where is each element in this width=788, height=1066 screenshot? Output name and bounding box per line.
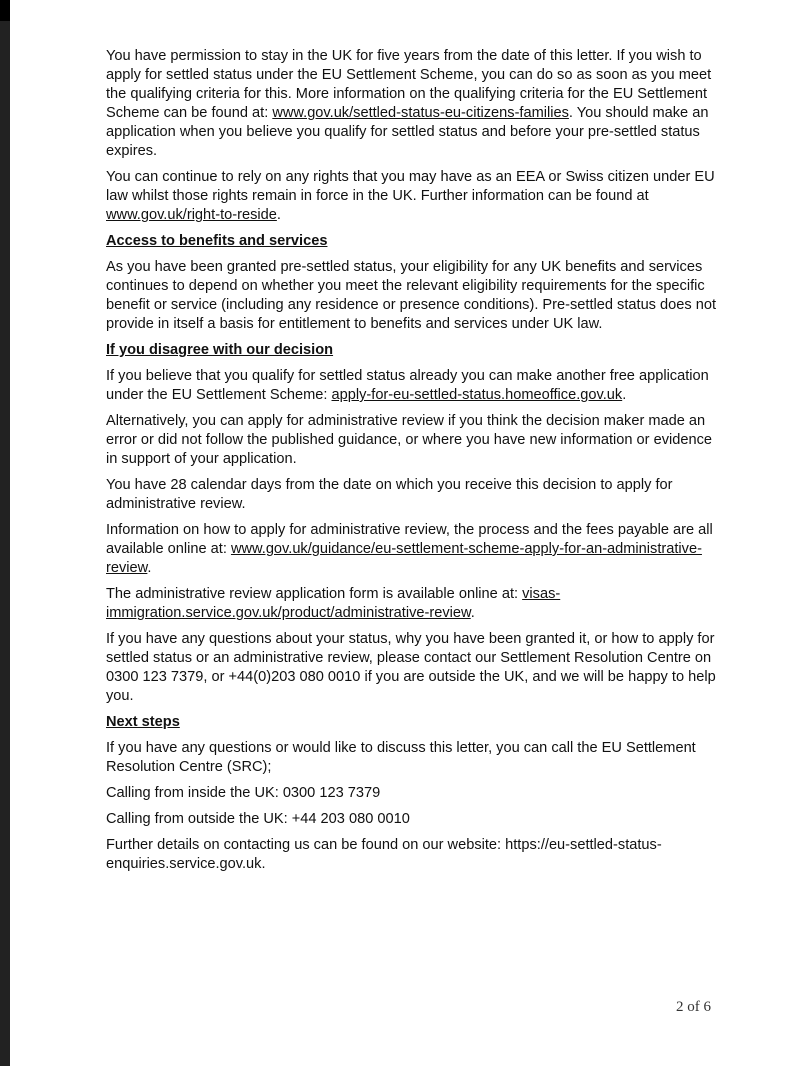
paragraph-administrative-review: Alternatively, you can apply for administrative review if you think the decision maker made an error or did not follow the published guidance, or where you have new information or evidence in support of your application. <box>106 413 712 467</box>
viewer-left-edge <box>0 0 10 1066</box>
paragraph-website: Further details on contacting us can be found on our website: https://eu-settled-status-enquiries.service.gov.uk. <box>106 837 662 872</box>
heading-if-you-disagree: If you disagree with our decision <box>106 342 334 358</box>
paragraph-reapply: If you believe that you qualify for settled status already you can make another free application under the EU Settlement Scheme: apply-for-eu-settled-status.homeoffice.gov.uk. <box>106 368 709 403</box>
page-number: 2 of 6 <box>676 999 711 1015</box>
heading-access-to-benefits: Access to benefits and services <box>106 233 328 249</box>
link-right-to-reside[interactable]: www.gov.uk/right-to-reside <box>106 207 277 223</box>
paragraph-call-outside-uk: Calling from outside the UK: +44 203 080 0010 <box>106 811 410 827</box>
paragraph-discuss-letter: If you have any questions or would like to discuss this letter, you can call the EU Settlement Resolution Centre (SRC); <box>106 740 696 775</box>
paragraph-call-inside-uk: Calling from inside the UK: 0300 123 7379 <box>106 785 381 801</box>
heading-next-steps: Next steps <box>106 714 180 730</box>
link-settled-status-eu-citizens-families[interactable]: www.gov.uk/settled-status-eu-citizens-families <box>272 105 569 121</box>
paragraph-28-days: You have 28 calendar days from the date on which you receive this decision to apply for administrative review. <box>106 477 673 512</box>
paragraph-eu-rights: You can continue to rely on any rights that you may have as an EEA or Swiss citizen under EU law whilst those rights remain in force in the UK. Further information can be found at www.gov.uk/right-to-reside. <box>106 169 715 223</box>
letter-body <box>106 47 718 881</box>
paragraph-review-info: Information on how to apply for administrative review, the process and the fees payable are all available online at: www.gov.uk/guidance/eu-settlement-scheme-apply-for-an-administrative-review. <box>106 522 713 576</box>
viewer-top-left-corner <box>0 0 10 21</box>
link-apply-for-eu-settled-status[interactable]: apply-for-eu-settled-status.homeoffice.gov.uk <box>331 387 623 403</box>
paragraph-benefits: As you have been granted pre-settled status, your eligibility for any UK benefits and services continues to depend on whether you meet the relevant eligibility requirements for the specific benefit or service (including any residence or presence conditions). Pre-settled status does not provide in itself a basis for entitlement to benefits and services under UK law. <box>106 259 717 332</box>
paragraph-permission: You have permission to stay in the UK for five years from the date of this letter. If you wish to apply for settled status under the EU Settlement Scheme, you can do so as soon as you meet the qualifying criteria for this. More information on the qualifying criteria for the EU Settlement Scheme can be found at: www.gov.uk/settled-status-eu-citizens-families. You should make an application when you believe you qualify for settled status and before your pre-settled status expires. <box>106 48 712 159</box>
paragraph-contact-src: If you have any questions about your status, why you have been granted it, or how to apply for settled status or an administrative review, please contact our Settlement Resolution Centre on 0300 123 7379, or +44(0)203 080 0010 if you are outside the UK, and we will be happy to help you. <box>106 631 716 704</box>
document-page <box>10 0 788 1066</box>
link-admin-review-guidance[interactable]: www.gov.uk/guidance/eu-settlement-scheme-apply-for-an-administrative-review <box>106 541 702 576</box>
link-admin-review-form[interactable]: visas-immigration.service.gov.uk/product/administrative-review <box>106 586 561 621</box>
paragraph-review-form: The administrative review application form is available online at: visas-immigration.service.gov.uk/product/administrative-review. <box>106 586 561 621</box>
